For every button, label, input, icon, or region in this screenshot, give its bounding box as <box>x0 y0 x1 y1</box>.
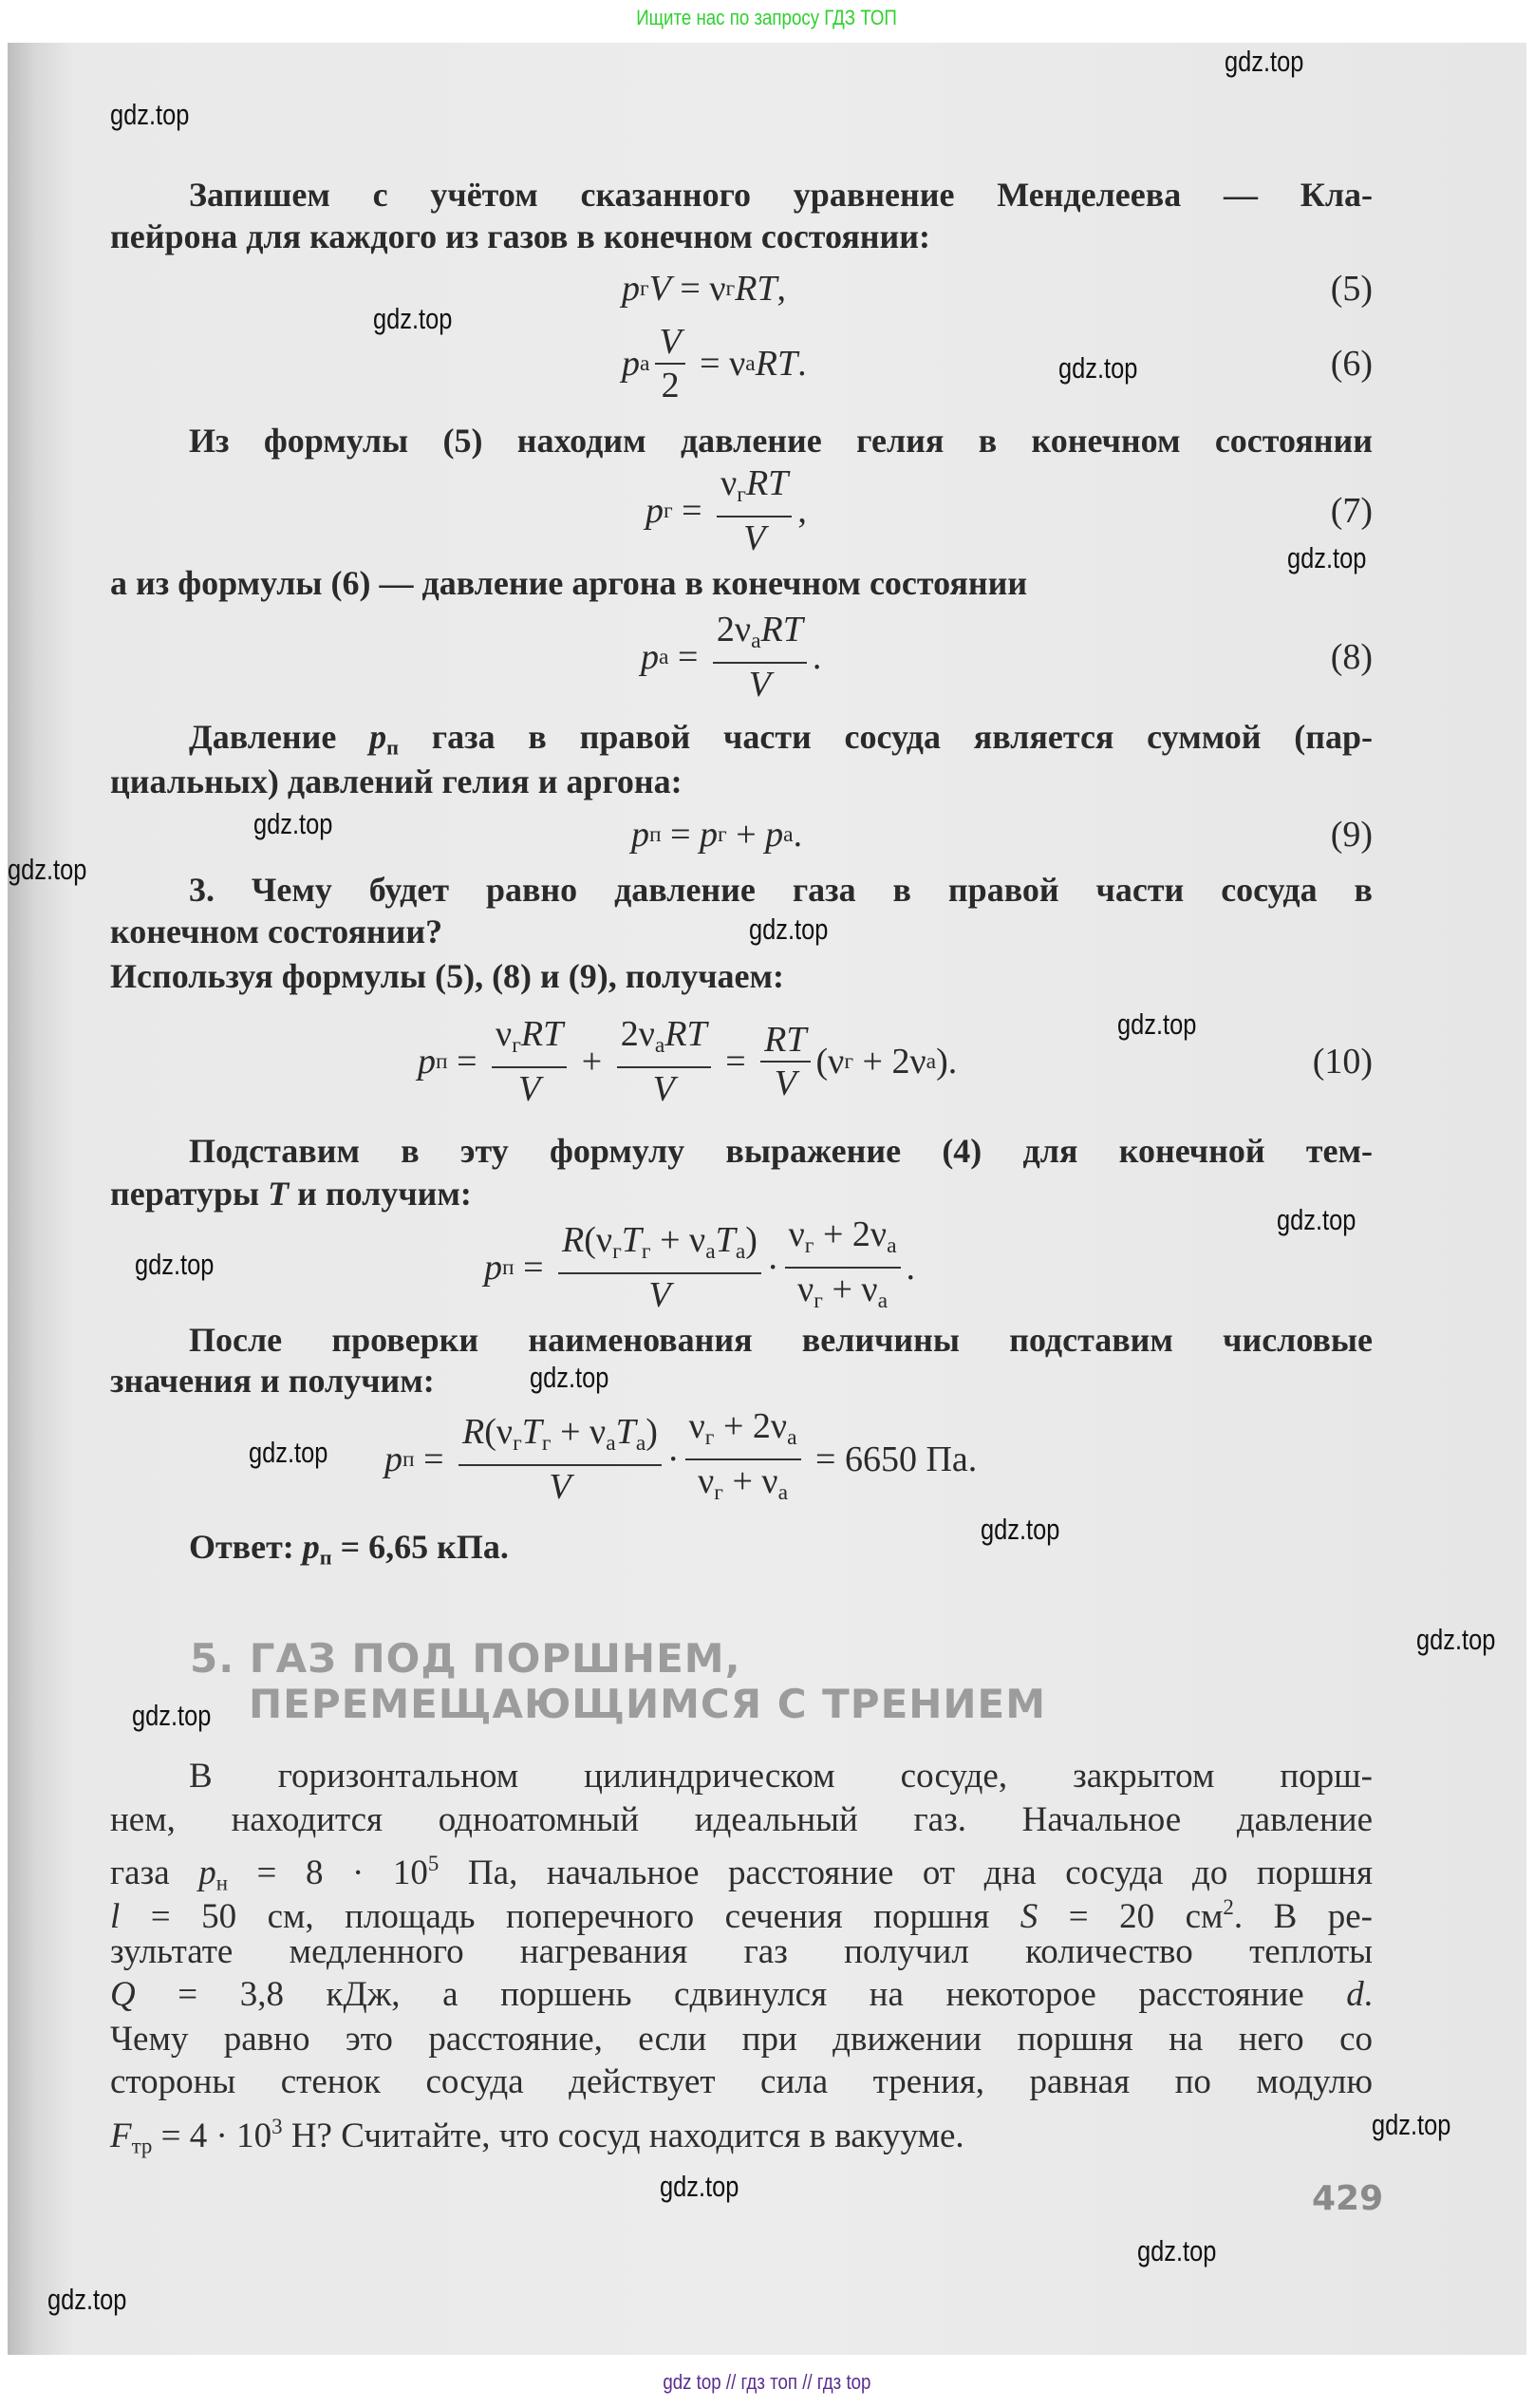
text-run: + 2ν <box>714 1405 788 1446</box>
text-run: 2ν <box>620 1013 655 1054</box>
fraction <box>785 1213 901 1322</box>
subscript: а <box>777 1480 789 1506</box>
text-run: Запишем с учётом сказанного уравнение Менделеева — Кла- <box>189 176 1373 214</box>
text-run: Подставим в эту формулу выражение (4) для конечной тем- <box>189 1132 1373 1170</box>
fraction <box>685 1405 801 1514</box>
watermark: gdz.top <box>373 302 453 335</box>
text-run: зультате медленного нагревания газ получил количество теплоты <box>110 1932 1373 1971</box>
text-run: + 2ν <box>814 1213 888 1254</box>
text-run: p <box>641 637 659 677</box>
superscript: 2 <box>1223 1895 1234 1919</box>
denominator <box>649 1068 679 1110</box>
formula-10 <box>418 1013 958 1110</box>
subscript: тр <box>131 2134 153 2158</box>
text-run: + ν <box>551 1411 607 1452</box>
text-run: пературы <box>110 1175 269 1213</box>
watermark: gdz.top <box>1117 1007 1197 1041</box>
text-run: p <box>765 815 784 855</box>
formula-number: (6) <box>1330 344 1373 384</box>
formula-7 <box>645 462 807 559</box>
page-number: 429 <box>1312 2179 1384 2218</box>
text-run: = <box>514 1248 553 1288</box>
watermark: gdz.top <box>1277 1203 1356 1236</box>
text-run: а из формулы (6) — давление аргона в конечном состоянии <box>110 564 1028 602</box>
text-run: , <box>776 269 787 309</box>
subscript: г <box>718 821 727 847</box>
subscript: а <box>926 1048 937 1074</box>
text-run: RT <box>520 1013 564 1054</box>
top-banner <box>0 0 1534 40</box>
text-run: R <box>462 1411 485 1452</box>
text-run: + ν <box>822 1270 878 1309</box>
text-run: p <box>622 269 640 309</box>
text-run: = 4 · 10 <box>152 2116 272 2155</box>
text-run: = 50 см, площадь поперечного сечения поршня <box>120 1896 1020 1936</box>
subscript: а <box>787 1425 797 1450</box>
text-run: = <box>447 1042 487 1082</box>
text-run: . <box>812 637 822 677</box>
text-run: В горизонтальном цилиндрическом сосуде, закрытом порш- <box>189 1757 1373 1796</box>
text-line <box>189 1129 1373 1173</box>
text-run: Используя формулы (5), (8) и (9), получаем: <box>110 957 785 995</box>
problem-line <box>189 1755 1373 1798</box>
text-run: RT <box>664 1013 707 1054</box>
text-run: ). <box>936 1042 958 1082</box>
numerator <box>558 1219 761 1274</box>
section-heading: ПЕРЕМЕЩАЮЩИМСЯ С ТРЕНИЕМ <box>249 1681 1047 1727</box>
text-run: S <box>1020 1896 1038 1936</box>
problem-line <box>110 2105 1373 2158</box>
subscript: а <box>606 1431 616 1457</box>
text-run: ν <box>698 1461 715 1501</box>
text-line <box>110 954 1373 998</box>
subscript: а <box>659 644 669 669</box>
watermark: gdz.top <box>1372 2108 1451 2141</box>
text-run: ) <box>645 1411 658 1452</box>
watermark: gdz.top <box>1287 541 1367 574</box>
formula-pressure-symbolic <box>484 1213 916 1316</box>
subscript: п <box>386 735 400 760</box>
text-run: p <box>418 1042 436 1082</box>
text-line <box>189 1318 1373 1362</box>
fraction <box>458 1411 662 1508</box>
subscript: п <box>502 1254 514 1280</box>
watermark: gdz.top <box>132 1699 212 1732</box>
text-run: = <box>414 1439 454 1479</box>
subscript: г <box>714 1480 723 1506</box>
text-line <box>189 173 1373 216</box>
footer-text: gdz top // гдз топ // гдз top <box>663 2370 871 2394</box>
text-run: = ν <box>670 269 726 309</box>
fraction <box>717 462 792 559</box>
subscript: г <box>814 1289 823 1314</box>
text-line <box>110 561 1373 605</box>
formula-number: (7) <box>1330 491 1373 531</box>
subscript: г <box>641 1239 651 1265</box>
watermark: gdz.top <box>253 807 333 840</box>
text-run: Давление <box>189 718 370 756</box>
text-run: . В ре- <box>1233 1896 1374 1936</box>
text-run: нем, находится одноатомный идеальный газ. Начальное давление <box>110 1800 1373 1839</box>
problem-line <box>110 1886 1374 1936</box>
text-run: T <box>268 1175 290 1213</box>
text-line <box>110 1359 1373 1402</box>
denominator <box>658 365 683 406</box>
text-run: Q <box>110 1975 136 2014</box>
subscript: н <box>215 1871 228 1895</box>
text-run: · <box>766 1248 779 1288</box>
text-run: стороны стенок сосуда действует сила трения, равная по модулю <box>110 2062 1373 2101</box>
text-run: = 6650 Па. <box>806 1439 978 1479</box>
text-run: (ν <box>584 1219 613 1260</box>
text-run: + ν <box>650 1219 706 1260</box>
text-run: . <box>797 344 807 384</box>
text-run: RT <box>735 269 777 309</box>
text-run: RT <box>764 1020 807 1060</box>
text-line <box>110 1172 1373 1215</box>
subscript: г <box>704 1425 715 1450</box>
denominator <box>794 1269 891 1322</box>
denominator <box>739 517 769 559</box>
text-run: = <box>661 815 701 855</box>
text-run: p <box>631 815 649 855</box>
text-run: (ν <box>484 1411 514 1452</box>
text-run: V <box>743 518 766 559</box>
watermark: gdz.top <box>8 853 87 886</box>
text-run: V <box>774 1063 796 1103</box>
text-line <box>189 715 1373 759</box>
text-run: Ответ: <box>189 1528 303 1566</box>
subscript: г <box>664 498 673 523</box>
watermark: gdz.top <box>47 2283 127 2316</box>
text-run: V <box>652 1069 675 1110</box>
formula-number: (10) <box>1312 1042 1373 1082</box>
subscript: а <box>640 350 650 376</box>
text-run: V <box>748 665 771 705</box>
text-run: = <box>672 491 712 531</box>
text-run: R <box>562 1219 585 1260</box>
text-run: . <box>1363 1975 1373 2014</box>
text-run: ν <box>496 1013 513 1054</box>
text-run: + <box>726 815 766 855</box>
subscript: г <box>804 1233 814 1258</box>
numerator <box>458 1411 662 1466</box>
text-run: + 2ν <box>853 1042 926 1082</box>
subscript: а <box>877 1289 889 1314</box>
watermark: gdz.top <box>1058 351 1138 385</box>
subscript: а <box>654 1033 665 1059</box>
numerator <box>617 1013 711 1068</box>
text-run: 2 <box>661 366 680 405</box>
text-run: пейрона для каждого из газов в конечном состоянии: <box>110 217 931 255</box>
numerator <box>492 1013 567 1068</box>
watermark: gdz.top <box>1416 1623 1496 1656</box>
subscript: п <box>649 821 662 847</box>
text-run: T <box>621 1219 642 1260</box>
text-run: p <box>700 815 719 855</box>
subscript: г <box>541 1431 552 1457</box>
superscript: 5 <box>427 1852 440 1875</box>
text-run: = <box>716 1042 756 1082</box>
subscript: а <box>887 1233 897 1258</box>
text-run: p <box>369 718 387 756</box>
text-run: Из формулы (5) находим давление гелия в конечном состоянии <box>189 422 1373 460</box>
formula-5 <box>622 246 786 331</box>
subscript: а <box>735 1239 746 1265</box>
text-run: V <box>648 269 671 309</box>
watermark: gdz.top <box>135 1248 215 1281</box>
text-run: значения и получим: <box>110 1362 435 1400</box>
numerator <box>655 321 684 365</box>
text-run: ν <box>720 462 738 503</box>
text-run: Н? Считайте, что сосуд находится в вакууме. <box>282 2116 964 2155</box>
text-run: p <box>622 344 640 384</box>
problem-line <box>110 2060 1373 2104</box>
answer-line <box>189 1525 1373 1569</box>
text-run: Па, начальное расстояние от дна сосуда до поршня <box>439 1853 1373 1892</box>
text-run: газа <box>110 1853 199 1892</box>
numerator <box>685 1405 801 1460</box>
fraction <box>655 321 684 406</box>
formula-number: (9) <box>1330 815 1373 855</box>
formula-9 <box>631 792 802 877</box>
subscript: а <box>635 1431 646 1457</box>
fraction <box>617 1013 711 1110</box>
text-run: = 20 см <box>1038 1896 1224 1936</box>
text-run: 2ν <box>716 609 752 649</box>
text-run: (ν <box>815 1042 845 1082</box>
watermark: gdz.top <box>1137 2234 1217 2267</box>
subscript: п <box>319 1545 332 1570</box>
text-run: = ν <box>690 344 746 384</box>
subscript: г <box>612 1239 622 1265</box>
subscript: г <box>725 275 736 301</box>
text-run: p <box>645 491 664 531</box>
text-run: T <box>715 1219 736 1260</box>
watermark: gdz.top <box>1225 45 1304 78</box>
text-run: RT <box>755 344 798 384</box>
text-run: RT <box>745 462 789 503</box>
subscript: г <box>844 1048 854 1074</box>
denominator <box>514 1068 544 1110</box>
text-run: и получим: <box>289 1175 472 1213</box>
text-run: T <box>521 1411 542 1452</box>
text-run: V <box>659 322 682 362</box>
text-run: . <box>906 1248 916 1288</box>
formula-number: (5) <box>1330 269 1373 309</box>
text-run: конечном состоянии? <box>110 912 443 950</box>
formula-pressure-numeric <box>384 1405 978 1508</box>
numerator <box>717 462 792 517</box>
subscript: г <box>737 482 746 508</box>
subscript: п <box>436 1048 448 1074</box>
formula-number: (8) <box>1330 637 1373 677</box>
text-run: p <box>484 1248 502 1288</box>
subscript: г <box>640 275 649 301</box>
fraction <box>492 1013 567 1110</box>
text-run: + <box>572 1042 611 1082</box>
text-run: RT <box>760 609 803 649</box>
text-run: ν <box>788 1213 805 1254</box>
text-run: + ν <box>722 1461 778 1501</box>
text-run: . <box>793 815 803 855</box>
subscript: п <box>402 1446 415 1472</box>
text-run: T <box>615 1411 636 1452</box>
numerator <box>713 609 807 664</box>
text-run: ν <box>797 1270 814 1309</box>
problem-line <box>110 1930 1373 1974</box>
text-run: p <box>384 1439 402 1479</box>
watermark: gdz.top <box>749 912 829 946</box>
formula-8 <box>641 609 822 705</box>
text-run: ) <box>745 1219 758 1260</box>
numerator <box>785 1213 901 1269</box>
fraction <box>713 609 807 705</box>
text-run: = 8 · 10 <box>227 1853 428 1892</box>
denominator <box>694 1460 792 1514</box>
text-run: , <box>797 491 807 531</box>
question-heading <box>110 910 1373 953</box>
text-run: l <box>110 1896 121 1936</box>
section-heading: 5. ГАЗ ПОД ПОРШНЕМ, <box>190 1635 741 1682</box>
text-run: p <box>302 1528 320 1566</box>
problem-line <box>110 2018 1373 2061</box>
problem-line <box>110 1842 1373 1895</box>
bottom-banner <box>0 2370 1534 2395</box>
text-run: · <box>666 1439 680 1479</box>
text-run: = 3,8 кДж, а поршень сдвинулся на некоторое расстояние <box>135 1975 1347 2014</box>
text-run: V <box>648 1275 671 1316</box>
numerator <box>760 1019 810 1063</box>
subscript: а <box>745 350 756 376</box>
text-run: 3. Чему будет равно давление газа в правой части сосуда в <box>189 871 1373 909</box>
text-run: После проверки наименования величины подставим числовые <box>189 1321 1373 1359</box>
subscript: а <box>705 1239 716 1265</box>
fraction <box>558 1219 761 1316</box>
watermark: gdz.top <box>110 98 190 131</box>
watermark: gdz.top <box>981 1513 1060 1546</box>
formula-6 <box>622 321 807 406</box>
problem-line <box>110 1798 1373 1842</box>
text-run: ν <box>688 1405 705 1446</box>
banner-text: Ищите нас по запросу ГДЗ ТОП <box>636 6 898 29</box>
subscript: а <box>783 821 794 847</box>
text-run: циальных) давлений гелия и аргона: <box>110 762 683 800</box>
text-run: Чему равно это расстояние, если при движении поршня на него со <box>110 2020 1373 2059</box>
text-run: V <box>549 1467 571 1508</box>
subscript: г <box>513 1431 522 1457</box>
text-line <box>189 419 1373 462</box>
superscript: 3 <box>271 2115 283 2138</box>
text-run: p <box>198 1853 216 1892</box>
text-run: d <box>1346 1975 1364 2014</box>
text-run: = <box>668 637 707 677</box>
subscript: а <box>751 629 761 654</box>
watermark: gdz.top <box>249 1436 328 1469</box>
denominator <box>771 1063 800 1104</box>
watermark: gdz.top <box>530 1361 609 1394</box>
fraction <box>760 1019 810 1104</box>
denominator <box>545 1466 574 1508</box>
subscript: г <box>512 1033 521 1059</box>
text-run: V <box>518 1069 541 1110</box>
text-run: газа в правой части сосуда является суммой (пар- <box>399 718 1374 756</box>
denominator <box>745 664 775 705</box>
text-run: = 6,65 кПа. <box>331 1528 509 1566</box>
text-run: F <box>110 2116 132 2155</box>
watermark: gdz.top <box>660 2170 739 2203</box>
denominator <box>645 1274 674 1316</box>
problem-line <box>110 1973 1373 2017</box>
